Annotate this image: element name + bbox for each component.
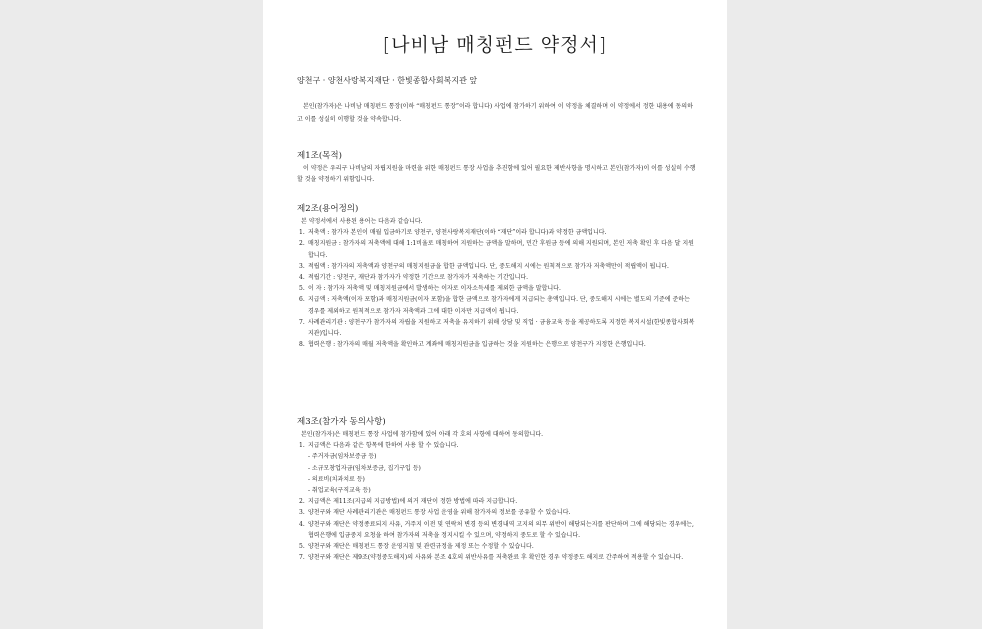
article-3 — [297, 416, 697, 563]
addressee-line: 양천구 · 양천사랑복지재단 · 한빛종합사회복지관 앞 — [297, 76, 478, 85]
list-item: 2. 매칭지원금 : 참가자의 저축액에 대해 1:1비율로 매칭하여 지원하는 금액을 말하며, 민간 후원금 등에 의해 지원되며, 본인 저축 확인 후 다음 달 지원합니다. — [299, 240, 694, 259]
document-title: [나비남 매칭펀드 약정서] — [382, 34, 608, 56]
article-2 — [297, 203, 697, 350]
list-item: 1. 지급액은 다음과 같은 항목에 한하여 사용 할 수 있습니다. — [299, 442, 459, 450]
article-1 — [297, 150, 697, 185]
list-item: 6. 지급액 : 저축액(이자 포함)과 매칭지원금(이자 포함)을 합한 금액으로 참가자에게 지급되는 총액입니다. 단, 중도해지 시에는 별도의 기준에 준하는 경우를 제외하고 원칙적으로 참가자 저축액과 그에 대한 이자만 지급액이 됩니다. — [299, 296, 690, 315]
sub-item: - 소규모창업자금(임차보증금, 집기구입 등) — [308, 464, 421, 472]
document-page — [263, 0, 727, 629]
list-item: 4. 적립기간 : 양천구, 재단과 참가자가 약정한 기간으로 참가자가 저축하는 기간입니다. — [299, 274, 529, 282]
list-item: 3. 적립액 : 참가자의 저축액과 양천구의 매칭지원금을 합한 금액입니다. 단, 중도해지 시에는 원칙적으로 참가자 저축액만이 적립액이 됩니다. — [299, 262, 669, 270]
article-1-text: 이 약정은 우리구 나비남의 자립지원을 마련을 위한 매칭펀드 통장 사업을 추진함에 있어 필요한 제반사항을 명시하고 본인(참가자)이 이를 성실히 수행할 것을 약정하기 위함입니다. — [297, 165, 696, 184]
article-3-heading: 제3조(참가자 동의사항) — [297, 417, 386, 427]
article-1-heading: 제1조(목적) — [297, 151, 342, 161]
list-item: 3. 양천구와 재단 사례관리기관은 매칭펀드 통장 사업 운영을 위해 참가자의 정보를 공유할 수 있습니다. — [299, 509, 571, 517]
list-item: 5. 양천구와 재단은 매칭펀드 통장 운영지침 및 관련규정을 제정 또는 수정할 수 있습니다. — [299, 543, 534, 551]
sub-item: - 의료비(치과치료 등) — [308, 475, 365, 483]
sub-item: - 주거자금(임차보증금 등) — [308, 453, 377, 461]
list-item: 1. 저축액 : 참가자 본인이 매월 입금하기로 양천구, 양천사랑복지재단(이하 “재단”이라 합니다)과 약정한 금액입니다. — [299, 229, 607, 237]
article-3-lead: 본인(참가자)은 매칭펀드 통장 사업에 참가함에 있어 아래 각 호의 사항에 대하여 동의합니다. — [301, 431, 544, 438]
list-item: 7. 사례관리기관 : 양천구가 참가자의 자립을 지원하고 저축을 유지하기 위해 상담 및 직업 · 금융교육 등을 제공하도록 지정한 복지시설(한빛종합사회복지관)입니다. — [299, 318, 695, 338]
list-item: 4. 양천구와 재단은 약정종료되지 사유, 거주지 이전 및 연락처 변경 등의 변경내역 고지의 의무 위반이 해당되는지를 판단하며 그에 해당되는 경우에는, 협력은행에 입금중지 요청을 하여 참가자의 저축을 정지시킬 수 있으며, 약정하지 중도로 할 수 있습니다. — [299, 520, 694, 539]
list-item: 7. 양천구와 재단은 제9조(약정중도해지)의 사유와 본조 4호의 위반사유를 저축완료 후 확인한 경우 약정중도 해지로 간주하여 적용할 수 있습니다. — [299, 554, 684, 562]
list-item: 8. 협력은행 : 참가자의 매월 저축액을 확인하고 계좌에 매칭지원금을 입금하는 것을 지원하는 은행으로 양천구가 지정한 은행입니다. — [299, 341, 646, 349]
list-item: 5. 이 자 : 참가자 저축액 및 매칭지원금에서 발생하는 이자로 이자소득세를 제외한 금액을 말합니다. — [299, 285, 561, 293]
article-2-lead: 본 약정서에서 사용된 용어는 다음과 같습니다. — [301, 218, 423, 225]
sub-item: - 취업교육(구직교육 등) — [308, 487, 371, 495]
article-2-heading: 제2조(용어정의) — [297, 204, 359, 214]
list-item: 2. 지급액은 제11조(지급의 지급방법)에 의거 재단이 정한 방법에 따라 지급합니다. — [299, 498, 518, 506]
intro-paragraph: 본인(참가자)은 나비남 매칭펀드 통장(이하 “매칭펀드 통장”이라 합니다) 사업에 참가하기 위하여 이 약정을 체결하며 이 약정에서 정한 내용에 동의하고 이를 성실히 이행할 것을 약속합니다. — [297, 103, 693, 123]
